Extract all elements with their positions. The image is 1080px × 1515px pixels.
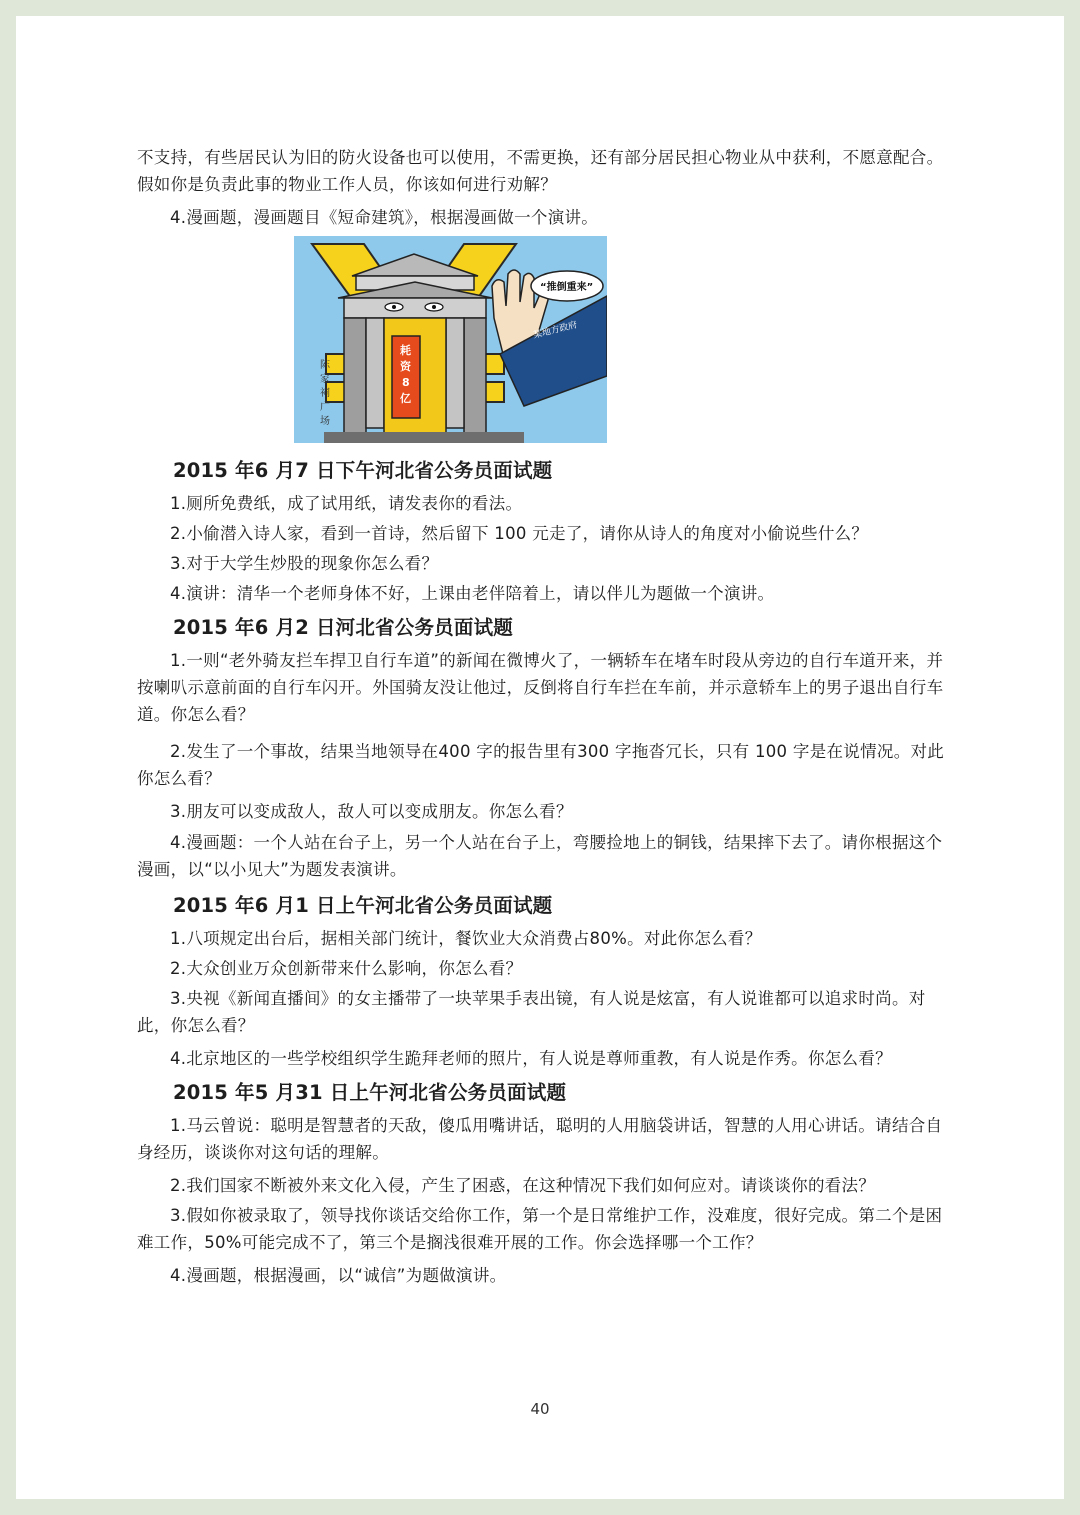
question-item: 2.发生了一个事故，结果当地领导在400 字的报告里有300 字拖沓冗长，只有 100 字是在说情况。对此你怎么看？	[137, 742, 945, 788]
cartoon-question: 4.漫画题，漫画题目《短命建筑》，根据漫画做一个演讲。	[170, 208, 599, 227]
svg-text:资: 资	[400, 360, 411, 373]
question-item: 2.大众创业万众创新带来什么影响，你怎么看？	[170, 959, 523, 978]
page-number: 40	[530, 1400, 550, 1418]
question-item: 1.马云曾说：聪明是智慧者的天敌，傻瓜用嘴讲话，聪明的人用脑袋讲话，智慧的人用心讲话。请结合自身经历，谈谈你对这句话的理解。	[137, 1116, 943, 1162]
document-page	[16, 16, 1064, 1499]
question-item: 3.央视《新闻直播间》的女主播带了一块苹果手表出镜，有人说是炫富，有人说谁都可以追求时尚。对此，你怎么看？	[137, 989, 926, 1035]
svg-text:某地方政府: 某地方政府	[532, 320, 579, 341]
question-item: 2.我们国家不断被外来文化入侵，产生了困惑，在这种情况下我们如何应对。请谈谈你的看法？	[170, 1176, 876, 1195]
svg-text:8: 8	[402, 376, 410, 389]
question-item: 3.对于大学生炒股的现象你怎么看？	[170, 554, 439, 573]
section-heading: 2015 年5 月31 日上午河北省公务员面试题	[173, 1081, 567, 1104]
section-heading: 2015 年6 月2 日河北省公务员面试题	[173, 616, 513, 639]
svg-text:家: 家	[320, 374, 330, 385]
svg-text:陈: 陈	[320, 360, 330, 371]
svg-text:广: 广	[320, 402, 330, 413]
svg-text:“推倒重来”: “推倒重来”	[540, 282, 594, 293]
question-item: 4.演讲：清华一个老师身体不好，上课由老伴陪着上，请以伴儿为题做一个演讲。	[170, 584, 775, 603]
svg-text:祠: 祠	[320, 388, 330, 399]
svg-text:耗: 耗	[400, 344, 411, 357]
section-heading: 2015 年6 月7 日下午河北省公务员面试题	[173, 459, 553, 482]
intro-paragraph: 不支持，有些居民认为旧的防火设备也可以使用，不需更换，还有部分居民担心物业从中获利，不愿意配合。假如你是负责此事的物业工作人员，你该如何进行劝解？	[137, 148, 944, 194]
svg-text:场: 场	[320, 416, 330, 427]
svg-text:亿: 亿	[400, 392, 411, 405]
question-item: 4.漫画题：一个人站在台子上，另一个人站在台子上，弯腰捡地上的铜钱，结果摔下去了。请你根据这个漫画，以“以小见大”为题发表演讲。	[137, 833, 943, 879]
question-item: 4.北京地区的一些学校组织学生跪拜老师的照片，有人说是尊师重教，有人说是作秀。你怎么看？	[170, 1049, 892, 1068]
cartoon-illustration	[294, 236, 607, 443]
question-item: 4.漫画题，根据漫画，以“诚信”为题做演讲。	[170, 1266, 507, 1285]
question-item: 1.厕所免费纸，成了试用纸，请发表你的看法。	[170, 494, 523, 513]
question-item: 3.朋友可以变成敌人，敌人可以变成朋友。你怎么看？	[170, 802, 573, 821]
section-heading: 2015 年6 月1 日上午河北省公务员面试题	[173, 894, 553, 917]
question-item: 1.八项规定出台后，据相关部门统计，餐饮业大众消费占80%。对此你怎么看？	[170, 929, 762, 948]
question-item: 2.小偷潜入诗人家，看到一首诗，然后留下 100 元走了，请你从诗人的角度对小偷说些什么？	[170, 524, 869, 543]
question-item: 1.一则“老外骑友拦车捍卫自行车道”的新闻在微博火了，一辆轿车在堵车时段从旁边的自行车道开来，并按喇叭示意前面的自行车闪开。外国骑友没让他过，反倒将自行车拦在车前，并示意轿车上的男子退出自行车道。你怎么看？	[137, 651, 944, 724]
question-item: 3.假如你被录取了，领导找你谈话交给你工作，第一个是日常维护工作，没难度，很好完成。第二个是困难工作，50%可能完成不了，第三个是搁浅很难开展的工作。你会选择哪一个工作？	[137, 1206, 943, 1252]
